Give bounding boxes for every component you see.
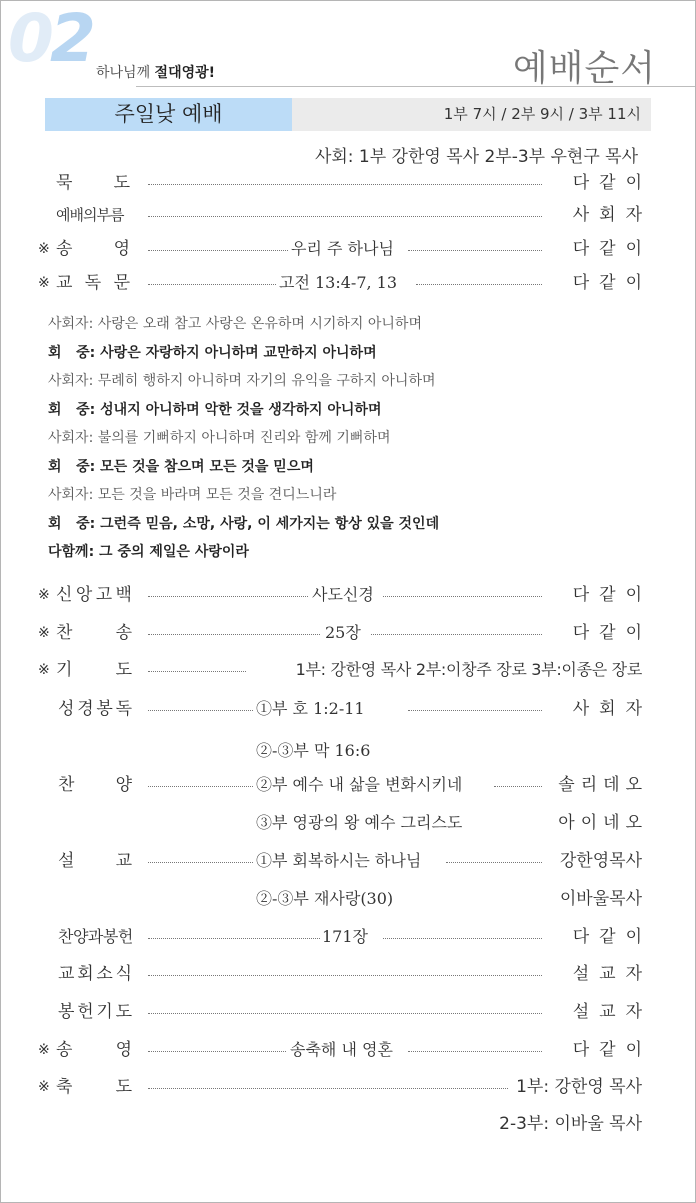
program-content: ②-③부 재사랑(30) [256,889,394,908]
program-label: 성 경 봉 독 [58,699,132,719]
leader-dots [148,1051,286,1052]
reading-line [48,538,648,567]
program-content: 송축해 내 영혼 [290,1040,393,1059]
leader-dots [383,938,542,939]
leader-dots [408,1051,542,1052]
page-title: 예배순서 [512,48,656,89]
reading-text: 사랑은 오래 참고 사랑은 온유하며 시기하지 아니하며 [97,316,422,332]
leader-dots [148,250,288,251]
reading-speaker: 회 중: [48,344,96,361]
leader-dots [408,710,542,711]
reading-speaker: 다함께: [48,544,95,560]
reading-line [48,396,648,425]
program-responsible: 설교자 [572,964,652,984]
program-row-silent-prayer [38,168,652,198]
leader-dots [408,250,542,251]
program-label: 교 회 소 식 [58,964,132,984]
program-content: 171장 [322,927,368,946]
program-label: 기 도 [56,660,132,680]
standing-mark: ※ [38,275,50,291]
program-row-sermon-2 [38,884,642,914]
leader-dots [148,216,542,217]
leader-dots [148,710,253,711]
leader-dots [494,786,542,787]
program-row-offering-prayer [38,997,652,1027]
leader-dots [383,596,542,597]
reading-line [48,510,648,539]
leader-dots [148,596,308,597]
program-label: 봉 헌 기 도 [58,1002,132,1022]
program-content: 25장 [325,623,361,642]
program-row-benediction [38,1072,642,1102]
reading-speaker: 회 중: [48,458,96,475]
reading-text: 무례히 행하지 아니하며 자기의 유익을 구하지 아니하며 [97,373,436,389]
program-label: 송 영 [56,1040,132,1060]
program-row-anthem [38,770,648,800]
program-responsible: 2-3부: 이바울 목사 [499,1114,642,1134]
subtitle-bold: 절대영광! [154,65,216,81]
program-label: 묵 도 [56,173,130,193]
program-responsible: 설교자 [572,1002,652,1022]
standing-mark: ※ [38,587,50,603]
program-label: 찬양과봉헌 [58,927,133,946]
standing-mark: ※ [38,625,50,641]
program-label: 예배의부름 [56,206,124,224]
service-bar [45,98,651,131]
service-title: 주일낮 예배 [45,98,292,131]
reading-text: 그런즉 믿음, 소망, 사랑, 이 세가지는 항상 있을 것인데 [100,515,440,532]
program-content: 우리 주 하나님 [291,239,394,258]
program-row-scripture [38,694,652,724]
leader-dots [148,1088,508,1089]
subtitle [96,62,215,82]
program-row-doxology-opening [38,234,652,264]
reading-text: 모든 것을 참으며 모든 것을 믿으며 [100,458,314,475]
program-row-benediction-2 [38,1109,642,1139]
program-row-hymn [38,618,652,648]
program-content: ①부 회복하시는 하나님 [256,851,422,870]
reading-speaker: 사회자: [48,316,94,332]
program-row-prayer [38,655,642,685]
program-label: 신 앙 고 백 [56,585,132,605]
program-label: 설 교 [58,851,132,871]
reading-text: 모든 것을 바라며 모든 것을 견디느니라 [97,487,337,503]
program-content: ①부 호 1:2-11 [256,699,365,718]
header-divider [136,86,695,87]
program-responsible: 다같이 [572,173,652,193]
reading-text: 그 중의 제일은 사랑이라 [99,544,249,560]
reading-text: 성내지 아니하며 악한 것을 생각하지 아니하며 [100,401,382,418]
program-responsible: 솔리데오 [558,775,648,795]
program-responsible: 아이네오 [558,813,648,833]
program-row-scripture-2 [38,736,642,766]
standing-mark: ※ [38,1079,50,1095]
reading-line [48,310,648,339]
reading-line [48,367,648,396]
leader-dots [148,1013,542,1014]
program-content: ②-③부 막 16:6 [256,741,371,760]
program-responsible: 사회자 [572,205,652,225]
leader-dots [148,671,246,672]
program-row-offering [38,922,652,952]
program-responsible: 다같이 [572,1040,652,1060]
leader-dots [148,634,320,635]
program-row-sermon [38,846,642,876]
leader-dots [148,862,253,863]
program-row-call-to-worship [38,200,652,230]
reading-speaker: 회 중: [48,515,96,532]
program-content: 고전 13:4-7, 13 [279,273,398,292]
reading-line [48,339,648,368]
program-responsible: 다같이 [572,927,652,947]
leader-dots [148,786,253,787]
standing-mark: ※ [38,1042,50,1058]
reading-line [48,453,648,482]
program-label: 축 도 [56,1077,132,1097]
leader-dots [371,634,542,635]
leader-dots [148,284,276,285]
program-responsible: 사회자 [572,699,652,719]
program-responsible: 강한영목사 [559,851,642,871]
program-label: 송 영 [56,239,130,259]
leader-dots [148,184,542,185]
program-responsible: 다같이 [572,273,652,293]
leader-dots [148,975,542,976]
program-row-creed [38,580,652,610]
program-content: ③부 영광의 왕 예수 그리스도 [256,813,463,832]
program-responsible: 이바울목사 [559,889,642,909]
reading-line [48,481,648,510]
program-row-news [38,959,652,989]
program-label: 찬 양 [58,775,132,795]
program-responsible: 1부: 강한영 목사 2부:이창주 장로 3부:이종은 장로 [295,660,642,679]
reading-line [48,424,648,453]
reading-text: 불의를 기뻐하지 아니하며 진리와 함께 기뻐하며 [97,430,391,446]
program-row-anthem-2 [38,808,648,838]
standing-mark: ※ [38,241,50,257]
program-content: ②부 예수 내 삶을 변화시키네 [256,775,463,794]
service-times: 1부 7시 / 2부 9시 / 3부 11시 [443,105,641,123]
program-label: 찬 송 [56,623,132,643]
leader-dots [148,938,320,939]
program-label: 교 독 문 [56,273,130,293]
program-responsible: 다같이 [572,239,652,259]
reading-text: 사랑은 자랑하지 아니하며 교만하지 아니하며 [100,344,377,361]
subtitle-plain: 하나님께 [96,65,155,81]
program-row-doxology [38,1035,652,1065]
reading-speaker: 사회자: [48,373,94,389]
program-responsible: 다같이 [572,585,652,605]
program-content: 사도신경 [312,585,374,604]
program-responsible: 1부: 강한영 목사 [516,1077,642,1097]
leader-dots [446,862,542,863]
service-leader: 사회: 1부 강한영 목사 2부-3부 우현구 목사 [314,147,638,167]
reading-speaker: 사회자: [48,487,94,503]
standing-mark: ※ [38,662,50,678]
program-row-responsive-reading [38,268,652,298]
reading-speaker: 회 중: [48,401,96,418]
responsive-reading [48,310,648,567]
reading-speaker: 사회자: [48,430,94,446]
page-number: 02 [8,0,92,77]
leader-dots [416,284,542,285]
program-responsible: 다같이 [572,623,652,643]
